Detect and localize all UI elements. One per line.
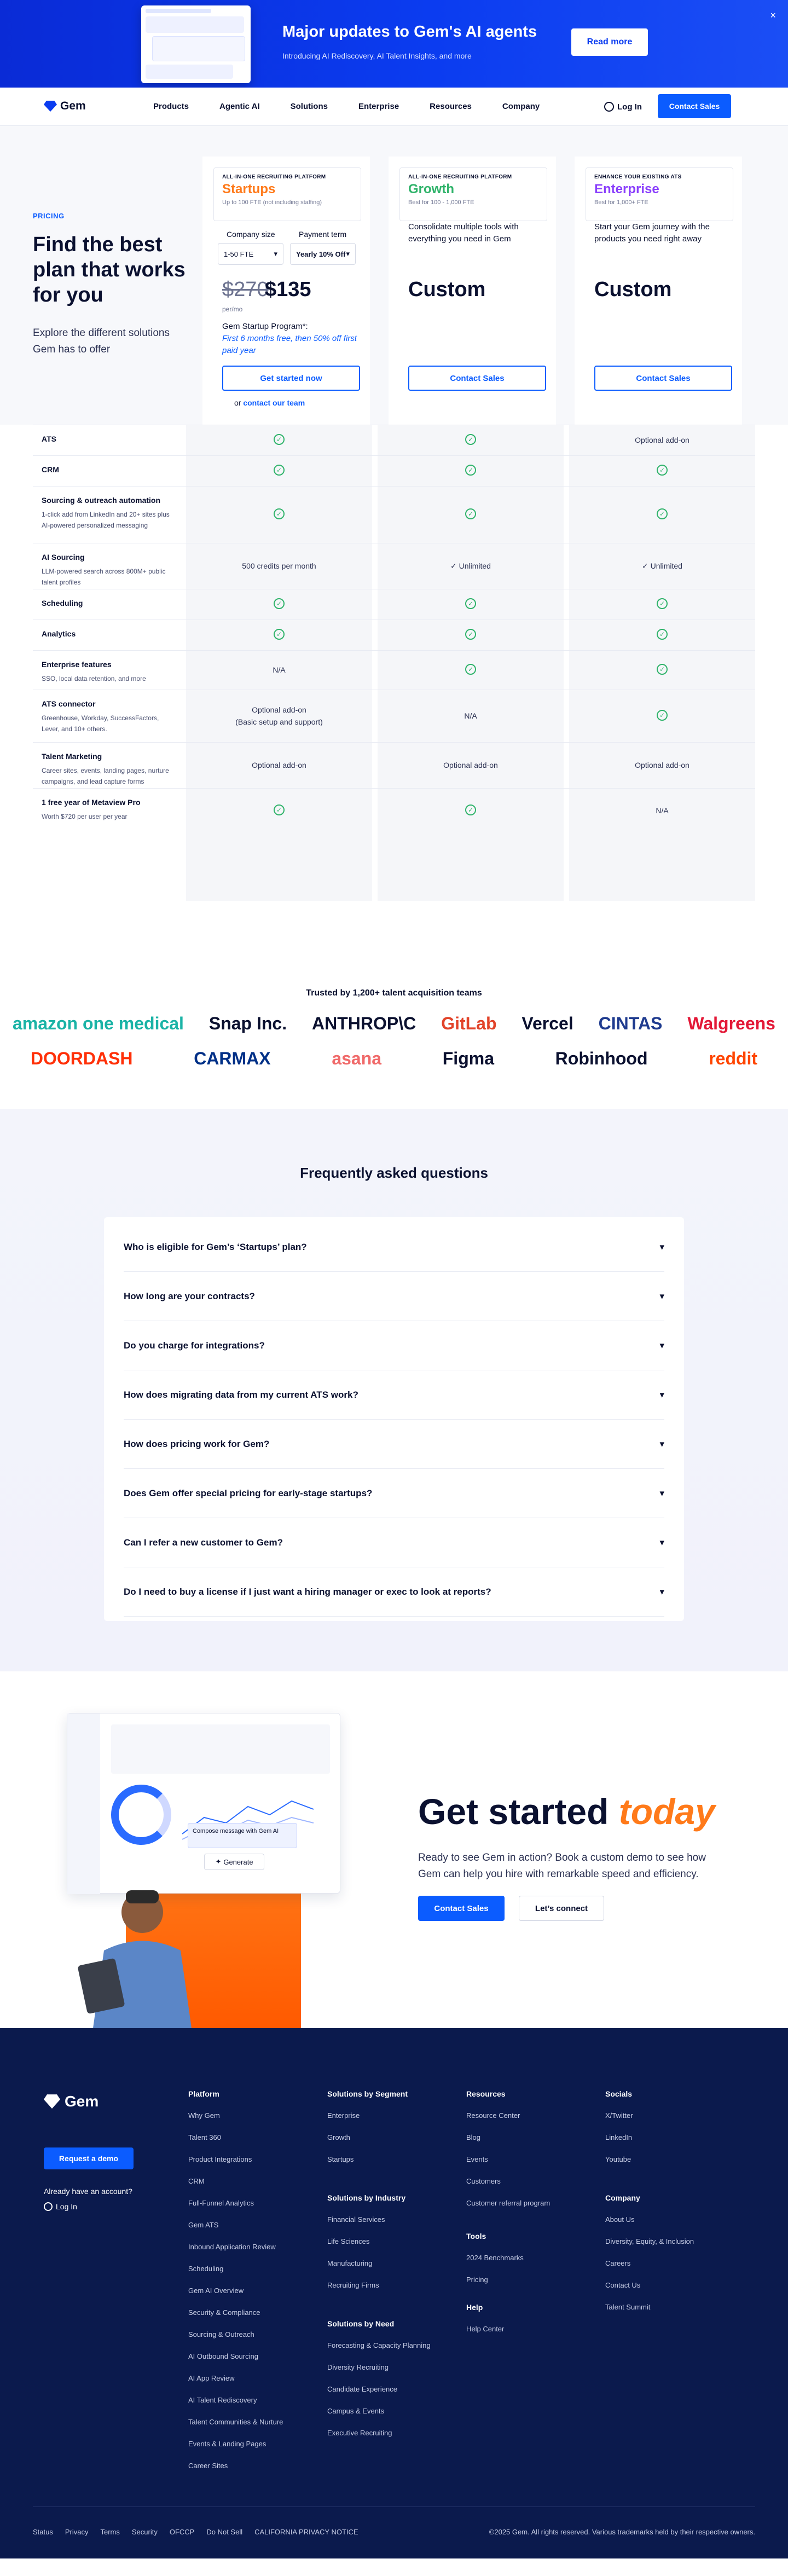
chevron-down-icon: ▾ bbox=[659, 1537, 664, 1548]
plan-name: Growth bbox=[408, 182, 454, 196]
feature-cell bbox=[186, 434, 372, 445]
feature-cell: Optional add-on bbox=[443, 761, 498, 769]
feature-description: Greenhouse, Workday, SuccessFactors, Lever, and 10+ others. bbox=[42, 714, 159, 733]
footer-link[interactable]: Forecasting & Capacity Planning bbox=[327, 2341, 431, 2349]
pricing-label: PRICING bbox=[33, 212, 65, 220]
faq-item[interactable]: Does Gem offer special pricing for early-stage startups? ▾ bbox=[124, 1469, 664, 1518]
user-icon bbox=[44, 2202, 53, 2211]
footer-link[interactable]: X/Twitter bbox=[605, 2111, 633, 2120]
feature-cell: Optional add-on bbox=[635, 436, 690, 444]
feature-title: Scheduling bbox=[42, 599, 83, 607]
feature-cell bbox=[186, 508, 372, 519]
nav-item-products[interactable]: Products bbox=[153, 102, 189, 111]
footer-link[interactable]: Full-Funnel Analytics bbox=[188, 2199, 254, 2207]
footer-link[interactable]: Startups bbox=[327, 2155, 354, 2163]
footer-link[interactable]: CRM bbox=[188, 2177, 205, 2185]
footer-link[interactable]: AI App Review bbox=[188, 2374, 235, 2382]
footer-link[interactable]: Talent Communities & Nurture bbox=[188, 2418, 283, 2426]
checkmark-icon: ✓ bbox=[657, 598, 668, 609]
plan-note: Up to 100 FTE (not including staffing) bbox=[222, 199, 322, 206]
logo-cintas: CINTAS bbox=[598, 1014, 663, 1033]
feature-title: 1 free year of Metaview Pro bbox=[42, 798, 141, 807]
footer-link[interactable]: LinkedIn bbox=[605, 2133, 633, 2141]
footer-link[interactable]: Resource Center bbox=[466, 2111, 520, 2120]
feature-cell bbox=[186, 804, 372, 815]
footer-column-title: Tools bbox=[466, 2232, 486, 2241]
footer-link[interactable]: Life Sciences bbox=[327, 2237, 370, 2245]
footer-logo[interactable]: Gem bbox=[44, 2093, 99, 2110]
nav-links bbox=[153, 102, 570, 111]
footer-column-title: Resources bbox=[466, 2089, 506, 2098]
footer-link[interactable]: Careers bbox=[605, 2259, 631, 2267]
feature-row-divider bbox=[33, 650, 755, 651]
footer-link[interactable]: Recruiting Firms bbox=[327, 2281, 379, 2289]
footer-link[interactable]: Help Center bbox=[466, 2325, 505, 2333]
feature-description: Career sites, events, landing pages, nurture campaigns, and lead capture forms bbox=[42, 767, 169, 785]
top-navigation bbox=[0, 88, 788, 126]
logo-row-2 bbox=[0, 1049, 788, 1069]
contact-sales-button[interactable]: Contact Sales bbox=[418, 1896, 505, 1921]
feature-title: Analytics bbox=[42, 629, 76, 638]
pricing-section bbox=[0, 126, 788, 425]
footer-link[interactable]: Security & Compliance bbox=[188, 2308, 260, 2317]
feature-comparison-table bbox=[0, 425, 788, 901]
feature-row-divider bbox=[33, 742, 755, 743]
logo-carmax: CARMAX bbox=[194, 1049, 271, 1068]
login-link[interactable]: Log In bbox=[604, 102, 642, 112]
new-price: $135 bbox=[265, 278, 311, 301]
faq-title: Frequently asked questions bbox=[300, 1165, 488, 1181]
footer-link[interactable]: Gem AI Overview bbox=[188, 2286, 244, 2295]
checkmark-icon: ✓ bbox=[465, 598, 476, 609]
checkmark-icon: ✓ bbox=[274, 434, 285, 445]
logo-vercel: Vercel bbox=[522, 1014, 573, 1033]
footer-column-segment bbox=[327, 2083, 408, 2170]
get-started-title: Get started today bbox=[418, 1791, 715, 1832]
banner-product-mockup bbox=[141, 5, 251, 83]
feature-cell bbox=[569, 508, 755, 519]
faq-item[interactable]: Who is eligible for Gem’s ‘Startups’ plan? ▾ bbox=[124, 1223, 664, 1272]
feature-cell bbox=[378, 664, 564, 675]
customer-logos bbox=[0, 901, 788, 1109]
logo-doordash: DOORDASH bbox=[30, 1049, 133, 1068]
copyright: ©2025 Gem. All rights reserved. Various trademarks held by their respective owners. bbox=[489, 2528, 755, 2536]
product-dashboard-mockup bbox=[67, 1713, 340, 1894]
footer-link[interactable]: Manufacturing bbox=[327, 2259, 373, 2267]
checkmark-icon: ✓ bbox=[274, 629, 285, 640]
footer-column-platform bbox=[188, 2083, 283, 2477]
checkmark-icon: ✓ bbox=[465, 629, 476, 640]
feature-cell: N/A bbox=[464, 711, 477, 720]
footer-link[interactable]: Gem ATS bbox=[188, 2221, 219, 2229]
plan-name: Enterprise bbox=[594, 182, 659, 196]
logo-robinhood: Robinhood bbox=[555, 1049, 648, 1068]
feature-cell bbox=[569, 664, 755, 675]
checkmark-icon: ✓ bbox=[657, 664, 668, 675]
faq-item[interactable]: Do you charge for integrations? ▾ bbox=[124, 1321, 664, 1370]
checkmark-icon: ✓ bbox=[465, 508, 476, 519]
footer-link[interactable]: Candidate Experience bbox=[327, 2385, 397, 2393]
footer-bottom-link[interactable]: Privacy bbox=[65, 2528, 89, 2536]
plan-description: Consolidate multiple tools with everything you need in Gem bbox=[408, 222, 519, 244]
close-icon[interactable]: × bbox=[770, 10, 776, 21]
chevron-down-icon: ▾ bbox=[274, 250, 277, 258]
chevron-down-icon: ▾ bbox=[659, 1438, 664, 1449]
plan-card-enterprise bbox=[575, 157, 742, 425]
feature-cell bbox=[569, 629, 755, 640]
footer-link[interactable]: Diversity, Equity, & Inclusion bbox=[605, 2237, 694, 2245]
feature-title: Talent Marketing bbox=[42, 752, 102, 761]
checkmark-icon: ✓ bbox=[657, 508, 668, 519]
payment-term-label: Payment term bbox=[299, 230, 347, 239]
feature-description: SSO, local data retention, and more bbox=[42, 675, 146, 682]
feature-cell: ✓ Unlimited bbox=[450, 561, 491, 570]
feature-cell bbox=[378, 804, 564, 815]
footer-link[interactable]: Product Integrations bbox=[188, 2155, 252, 2163]
person-with-laptop-image bbox=[60, 1879, 224, 2028]
plan-tag: ALL-IN-ONE RECRUITING PLATFORM bbox=[408, 174, 512, 180]
get-started-button[interactable]: Get started now bbox=[222, 366, 360, 391]
request-demo-button[interactable]: Request a demo bbox=[44, 2147, 134, 2169]
faq-item[interactable]: How does pricing work for Gem? ▾ bbox=[124, 1420, 664, 1469]
feature-cell bbox=[569, 598, 755, 609]
feature-row-divider bbox=[33, 486, 755, 487]
footer-link[interactable]: Events bbox=[466, 2155, 488, 2163]
plan-tag: ALL-IN-ONE RECRUITING PLATFORM bbox=[222, 174, 326, 180]
footer-column-title: Platform bbox=[188, 2089, 219, 2098]
logo-gitlab: GitLab bbox=[441, 1014, 497, 1033]
nav-item-resources[interactable]: Resources bbox=[430, 102, 472, 111]
checkmark-icon: ✓ bbox=[465, 434, 476, 445]
feature-cell bbox=[186, 598, 372, 609]
feature-title: ATS connector bbox=[42, 699, 96, 708]
footer-bottom-link[interactable]: Status bbox=[33, 2528, 53, 2536]
price-period: per/mo bbox=[222, 305, 243, 313]
footer-link[interactable]: Customer referral program bbox=[466, 2199, 551, 2207]
get-started-section bbox=[0, 1671, 788, 2028]
feature-cell bbox=[569, 710, 755, 721]
logo-walgreens: Walgreens bbox=[687, 1014, 775, 1033]
lets-connect-button[interactable]: Let’s connect bbox=[519, 1896, 604, 1921]
footer-column-title: Solutions by Industry bbox=[327, 2193, 406, 2202]
logo-amazon-one-medical: amazon one medical bbox=[12, 1014, 184, 1033]
plan-card-startups bbox=[202, 157, 370, 425]
chevron-down-icon: ▾ bbox=[659, 1340, 664, 1351]
payment-term-select[interactable]: Yearly 10% Off ▾ bbox=[290, 243, 356, 265]
plan-name: Startups bbox=[222, 182, 276, 196]
checkmark-icon: ✓ bbox=[274, 465, 285, 476]
checkmark-icon: ✓ bbox=[465, 804, 476, 815]
footer-column-title: Socials bbox=[605, 2089, 633, 2098]
checkmark-icon: ✓ bbox=[465, 664, 476, 675]
logo-row-1 bbox=[0, 1014, 788, 1034]
footer-link[interactable]: Career Sites bbox=[188, 2462, 228, 2470]
footer-link[interactable]: Diversity Recruiting bbox=[327, 2363, 389, 2371]
faq-item[interactable]: Can I refer a new customer to Gem? ▾ bbox=[124, 1518, 664, 1567]
footer-link[interactable]: AI Talent Rediscovery bbox=[188, 2396, 257, 2404]
get-started-description: Ready to see Gem in action? Book a custom demo to see how Gem can help you hire with remarkable speed and efficiency. bbox=[418, 1852, 706, 1880]
chevron-down-icon: ▾ bbox=[659, 1290, 664, 1301]
contact-sales-button[interactable]: Contact Sales bbox=[408, 366, 546, 391]
footer-column-need bbox=[327, 2313, 431, 2444]
feature-cell bbox=[378, 434, 564, 445]
checkmark-icon: ✓ bbox=[274, 804, 285, 815]
checkmark-icon: ✓ bbox=[657, 629, 668, 640]
logo-asana: asana bbox=[332, 1049, 382, 1068]
footer-column-title: Solutions by Need bbox=[327, 2319, 395, 2328]
contact-sales-button[interactable]: Contact Sales bbox=[594, 366, 732, 391]
user-icon bbox=[604, 102, 614, 112]
feature-title: ATS bbox=[42, 435, 56, 443]
footer-column-company bbox=[605, 2187, 694, 2318]
footer-column-help bbox=[466, 2296, 504, 2340]
old-price: $270 bbox=[222, 278, 269, 301]
footer-link[interactable]: Youtube bbox=[605, 2155, 631, 2163]
feature-cell bbox=[569, 465, 755, 476]
footer-link[interactable]: AI Outbound Sourcing bbox=[188, 2352, 258, 2360]
logo-anthropic: ANTHROP\C bbox=[312, 1014, 416, 1033]
sparkle-icon: ✦ bbox=[215, 1857, 222, 1866]
contact-team-link[interactable]: contact our team bbox=[243, 398, 305, 407]
startup-program: Gem Startup Program*: First 6 months free, then 50% off first paid year bbox=[222, 322, 357, 355]
footer-link[interactable]: Financial Services bbox=[327, 2215, 385, 2224]
announcement-banner bbox=[0, 0, 788, 88]
footer-link[interactable]: Scheduling bbox=[188, 2265, 224, 2273]
checkmark-icon: ✓ bbox=[657, 465, 668, 476]
logo-figma: Figma bbox=[442, 1049, 494, 1068]
feature-cell: 500 credits per month bbox=[242, 561, 316, 570]
checkmark-icon: ✓ bbox=[465, 465, 476, 476]
feature-cell bbox=[186, 465, 372, 476]
checkmark-icon: ✓ bbox=[274, 598, 285, 609]
faq-item[interactable]: How does migrating data from my current ATS work? ▾ bbox=[124, 1370, 664, 1420]
nav-item-solutions[interactable]: Solutions bbox=[290, 102, 328, 111]
gem-icon bbox=[44, 101, 57, 112]
banner-subtitle: Introducing AI Rediscovery, AI Talent Insights, and more bbox=[282, 51, 472, 60]
plan-price: Custom bbox=[594, 278, 672, 301]
footer-column-resources bbox=[466, 2083, 550, 2214]
footer-link[interactable]: About Us bbox=[605, 2215, 635, 2224]
footer-link[interactable]: Campus & Events bbox=[327, 2407, 385, 2415]
footer-column-title: Company bbox=[605, 2193, 640, 2202]
read-more-button[interactable]: Read more bbox=[571, 28, 648, 56]
feature-cell bbox=[378, 508, 564, 519]
pricing-title: Find the best plan that works for you bbox=[33, 233, 186, 306]
footer-login-link[interactable]: Log In bbox=[44, 2202, 77, 2211]
footer-link[interactable]: Pricing bbox=[466, 2276, 488, 2284]
gem-icon bbox=[44, 2094, 60, 2109]
compose-message-card: Compose message with Gem AI bbox=[188, 1823, 297, 1848]
faq-section bbox=[0, 1109, 788, 1671]
feature-title: Sourcing & outreach automation bbox=[42, 496, 161, 505]
gem-logo[interactable]: Gem bbox=[44, 100, 86, 113]
feature-cell: ✓ Unlimited bbox=[642, 561, 682, 570]
logo-snap: Snap Inc. bbox=[208, 1014, 287, 1033]
feature-cell bbox=[378, 598, 564, 609]
footer-bottom-bar bbox=[33, 2506, 755, 2536]
footer-link[interactable]: Why Gem bbox=[188, 2111, 220, 2120]
chevron-down-icon: ▾ bbox=[659, 1487, 664, 1498]
faq-panel bbox=[104, 1217, 684, 1621]
footer-column-industry bbox=[327, 2187, 405, 2296]
plan-price: Custom bbox=[408, 278, 486, 301]
footer-link[interactable]: Talent Summit bbox=[605, 2303, 651, 2311]
plan-card-growth bbox=[389, 157, 556, 425]
footer-column-socials bbox=[605, 2083, 633, 2170]
plan-tag: ENHANCE YOUR EXISTING ATS bbox=[594, 174, 682, 180]
feature-title: AI Sourcing bbox=[42, 553, 85, 561]
nav-item-agentic-ai[interactable]: Agentic AI bbox=[219, 102, 260, 111]
footer-bottom-link[interactable]: Terms bbox=[100, 2528, 120, 2536]
feature-description: 1-click add from LinkedIn and 20+ sites plus AI-powered personalized messaging bbox=[42, 511, 170, 529]
site-footer bbox=[0, 2028, 788, 2558]
footer-link[interactable]: Customers bbox=[466, 2177, 501, 2185]
footer-link[interactable]: Contact Us bbox=[605, 2281, 641, 2289]
feature-cell bbox=[186, 629, 372, 640]
nav-item-company[interactable]: Company bbox=[502, 102, 540, 111]
footer-link[interactable]: 2024 Benchmarks bbox=[466, 2254, 524, 2262]
footer-link[interactable]: Growth bbox=[327, 2133, 350, 2141]
company-size-label: Company size bbox=[227, 230, 275, 239]
feature-cell: Optional add-on bbox=[635, 761, 690, 769]
chevron-down-icon: ▾ bbox=[659, 1586, 664, 1597]
account-question: Already have an account? bbox=[44, 2187, 132, 2196]
footer-column-tools bbox=[466, 2225, 524, 2291]
company-size-select[interactable]: 1-50 FTE ▾ bbox=[218, 243, 283, 265]
feature-cell bbox=[378, 629, 564, 640]
footer-link[interactable]: Talent 360 bbox=[188, 2133, 221, 2141]
feature-description: LLM-powered search across 800M+ public talent profiles bbox=[42, 568, 166, 586]
nav-contact-sales-button[interactable]: Contact Sales bbox=[658, 94, 731, 118]
plan-note: Best for 100 - 1,000 FTE bbox=[408, 199, 474, 206]
feature-row-divider bbox=[33, 788, 755, 789]
feature-description: Worth $720 per user per year bbox=[42, 813, 128, 820]
generate-button[interactable]: ✦ Generate bbox=[204, 1854, 264, 1870]
logos-title: Trusted by 1,200+ talent acquisition teams bbox=[306, 988, 482, 998]
footer-bottom-link[interactable]: Do Not Sell bbox=[206, 2528, 243, 2536]
checkmark-icon: ✓ bbox=[657, 710, 668, 721]
logo-reddit: reddit bbox=[709, 1049, 758, 1068]
chevron-down-icon: ▾ bbox=[659, 1241, 664, 1252]
nav-item-enterprise[interactable]: Enterprise bbox=[358, 102, 399, 111]
footer-column-title: Help bbox=[466, 2303, 483, 2312]
footer-bottom-link[interactable]: Security bbox=[131, 2528, 158, 2536]
feature-cell bbox=[378, 465, 564, 476]
feature-cell: N/A bbox=[273, 665, 286, 674]
footer-link[interactable]: Enterprise bbox=[327, 2111, 360, 2120]
faq-item[interactable]: Do I need to buy a license if I just want a hiring manager or exec to look at reports? ▾ bbox=[124, 1567, 664, 1617]
footer-link[interactable]: Executive Recruiting bbox=[327, 2429, 392, 2437]
feature-title: CRM bbox=[42, 465, 59, 474]
footer-link[interactable]: Inbound Application Review bbox=[188, 2243, 276, 2251]
plan-note: Best for 1,000+ FTE bbox=[594, 199, 648, 206]
banner-title: Major updates to Gem's AI agents bbox=[282, 23, 537, 40]
footer-link[interactable]: Sourcing & Outreach bbox=[188, 2330, 254, 2338]
feature-cell: Optional add-on (Basic setup and support) bbox=[235, 705, 323, 726]
footer-link[interactable]: Events & Landing Pages bbox=[188, 2440, 266, 2448]
feature-cell: N/A bbox=[656, 806, 669, 815]
footer-link[interactable]: Blog bbox=[466, 2133, 481, 2141]
contact-team: or contact our team bbox=[234, 398, 305, 407]
footer-bottom-link[interactable]: OFCCP bbox=[169, 2528, 195, 2536]
feature-cell: Optional add-on bbox=[252, 761, 306, 769]
footer-bottom-link[interactable]: CALIFORNIA PRIVACY NOTICE bbox=[254, 2528, 358, 2536]
feature-row-divider bbox=[33, 455, 755, 456]
donut-chart bbox=[111, 1785, 171, 1845]
footer-column-title: Solutions by Segment bbox=[327, 2089, 408, 2098]
checkmark-icon: ✓ bbox=[274, 508, 285, 519]
plan-description: Start your Gem journey with the products you need right away bbox=[594, 222, 710, 244]
chevron-down-icon: ▾ bbox=[346, 250, 350, 258]
chevron-down-icon: ▾ bbox=[659, 1389, 664, 1400]
feature-title: Enterprise features bbox=[42, 660, 112, 669]
faq-item[interactable]: How long are your contracts? ▾ bbox=[124, 1272, 664, 1321]
pricing-subtitle: Explore the different solutions Gem has to offer bbox=[33, 327, 170, 355]
